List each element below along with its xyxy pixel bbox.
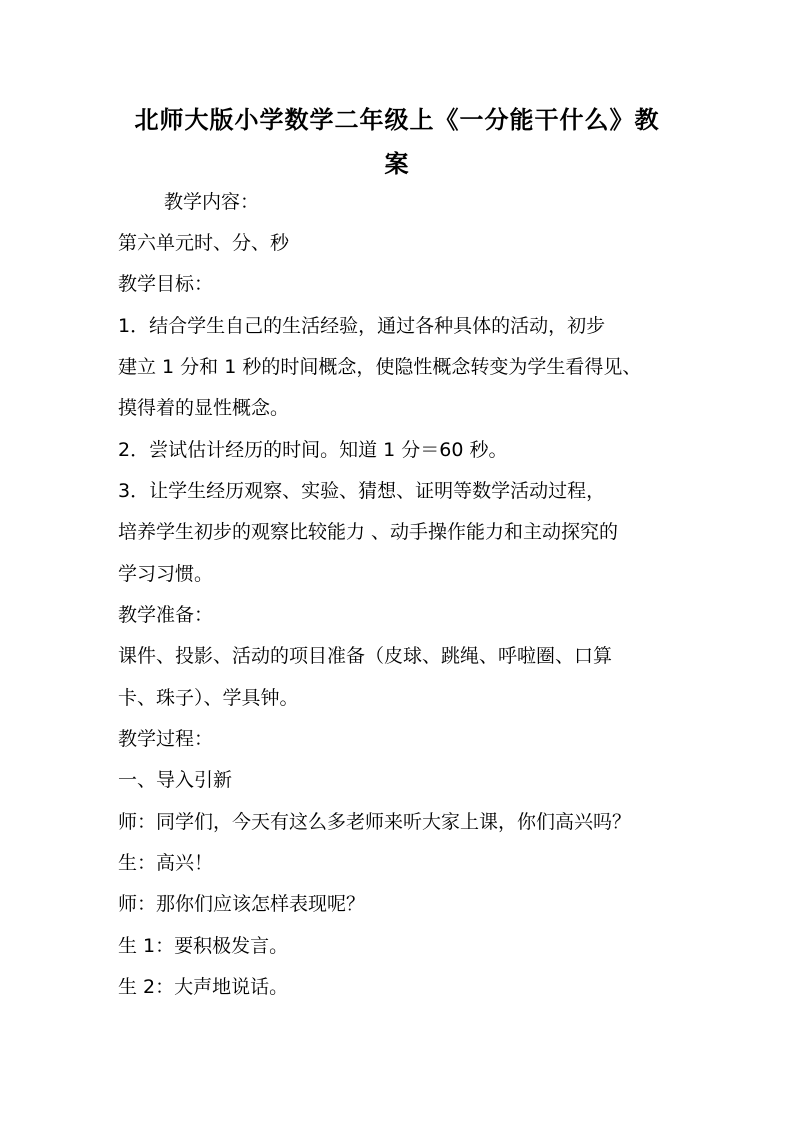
dialogue-line: 师：那你们应该怎样表现呢？ <box>118 893 366 915</box>
paragraph-line: 课件、投影、活动的项目准备（皮球、跳绳、呼啦圈、口算 <box>118 645 613 667</box>
paragraph-line: 学习习惯。 <box>118 563 214 585</box>
paragraph-line: 2．尝试估计经历的时间。知道 1 分＝60 秒。 <box>118 439 508 461</box>
paragraph-line: 卡、珠子）、学具钟。 <box>118 687 299 709</box>
heading-teaching-goals: 教学目标： <box>118 273 214 295</box>
heading-teaching-content: 教学内容： <box>164 191 260 213</box>
title-line-2: 案 <box>384 150 410 178</box>
heading-teaching-process: 教学过程： <box>118 728 214 750</box>
dialogue-line: 生 1：要积极发言。 <box>118 935 289 957</box>
dialogue-line: 生：高兴！ <box>118 852 214 874</box>
paragraph-line: 3．让学生经历观察、实验、猜想、证明等数学活动过程， <box>118 480 606 502</box>
paragraph-line: 培养学生初步的观察比较能力 、动手操作能力和主动探究的 <box>118 521 619 543</box>
title-line-1: 北师大版小学数学二年级上《一分能干什么》教 <box>134 106 660 134</box>
paragraph-line: 1．结合学生自己的生活经验，通过各种具体的活动，初步 <box>118 315 606 337</box>
paragraph-line: 第六单元时、分、秒 <box>118 232 290 254</box>
section-heading: 一、导入引新 <box>118 769 233 791</box>
paragraph-line: 建立 1 分和 1 秒的时间概念，使隐性概念转变为学生看得见、 <box>118 356 642 378</box>
dialogue-line: 生 2：大声地说话。 <box>118 976 289 998</box>
dialogue-line: 师：同学们，今天有这么多老师来听大家上课，你们高兴吗？ <box>118 811 632 833</box>
heading-teaching-prep: 教学准备： <box>118 604 214 626</box>
document-title <box>100 98 694 186</box>
paragraph-line: 摸得着的显性概念。 <box>118 397 290 419</box>
